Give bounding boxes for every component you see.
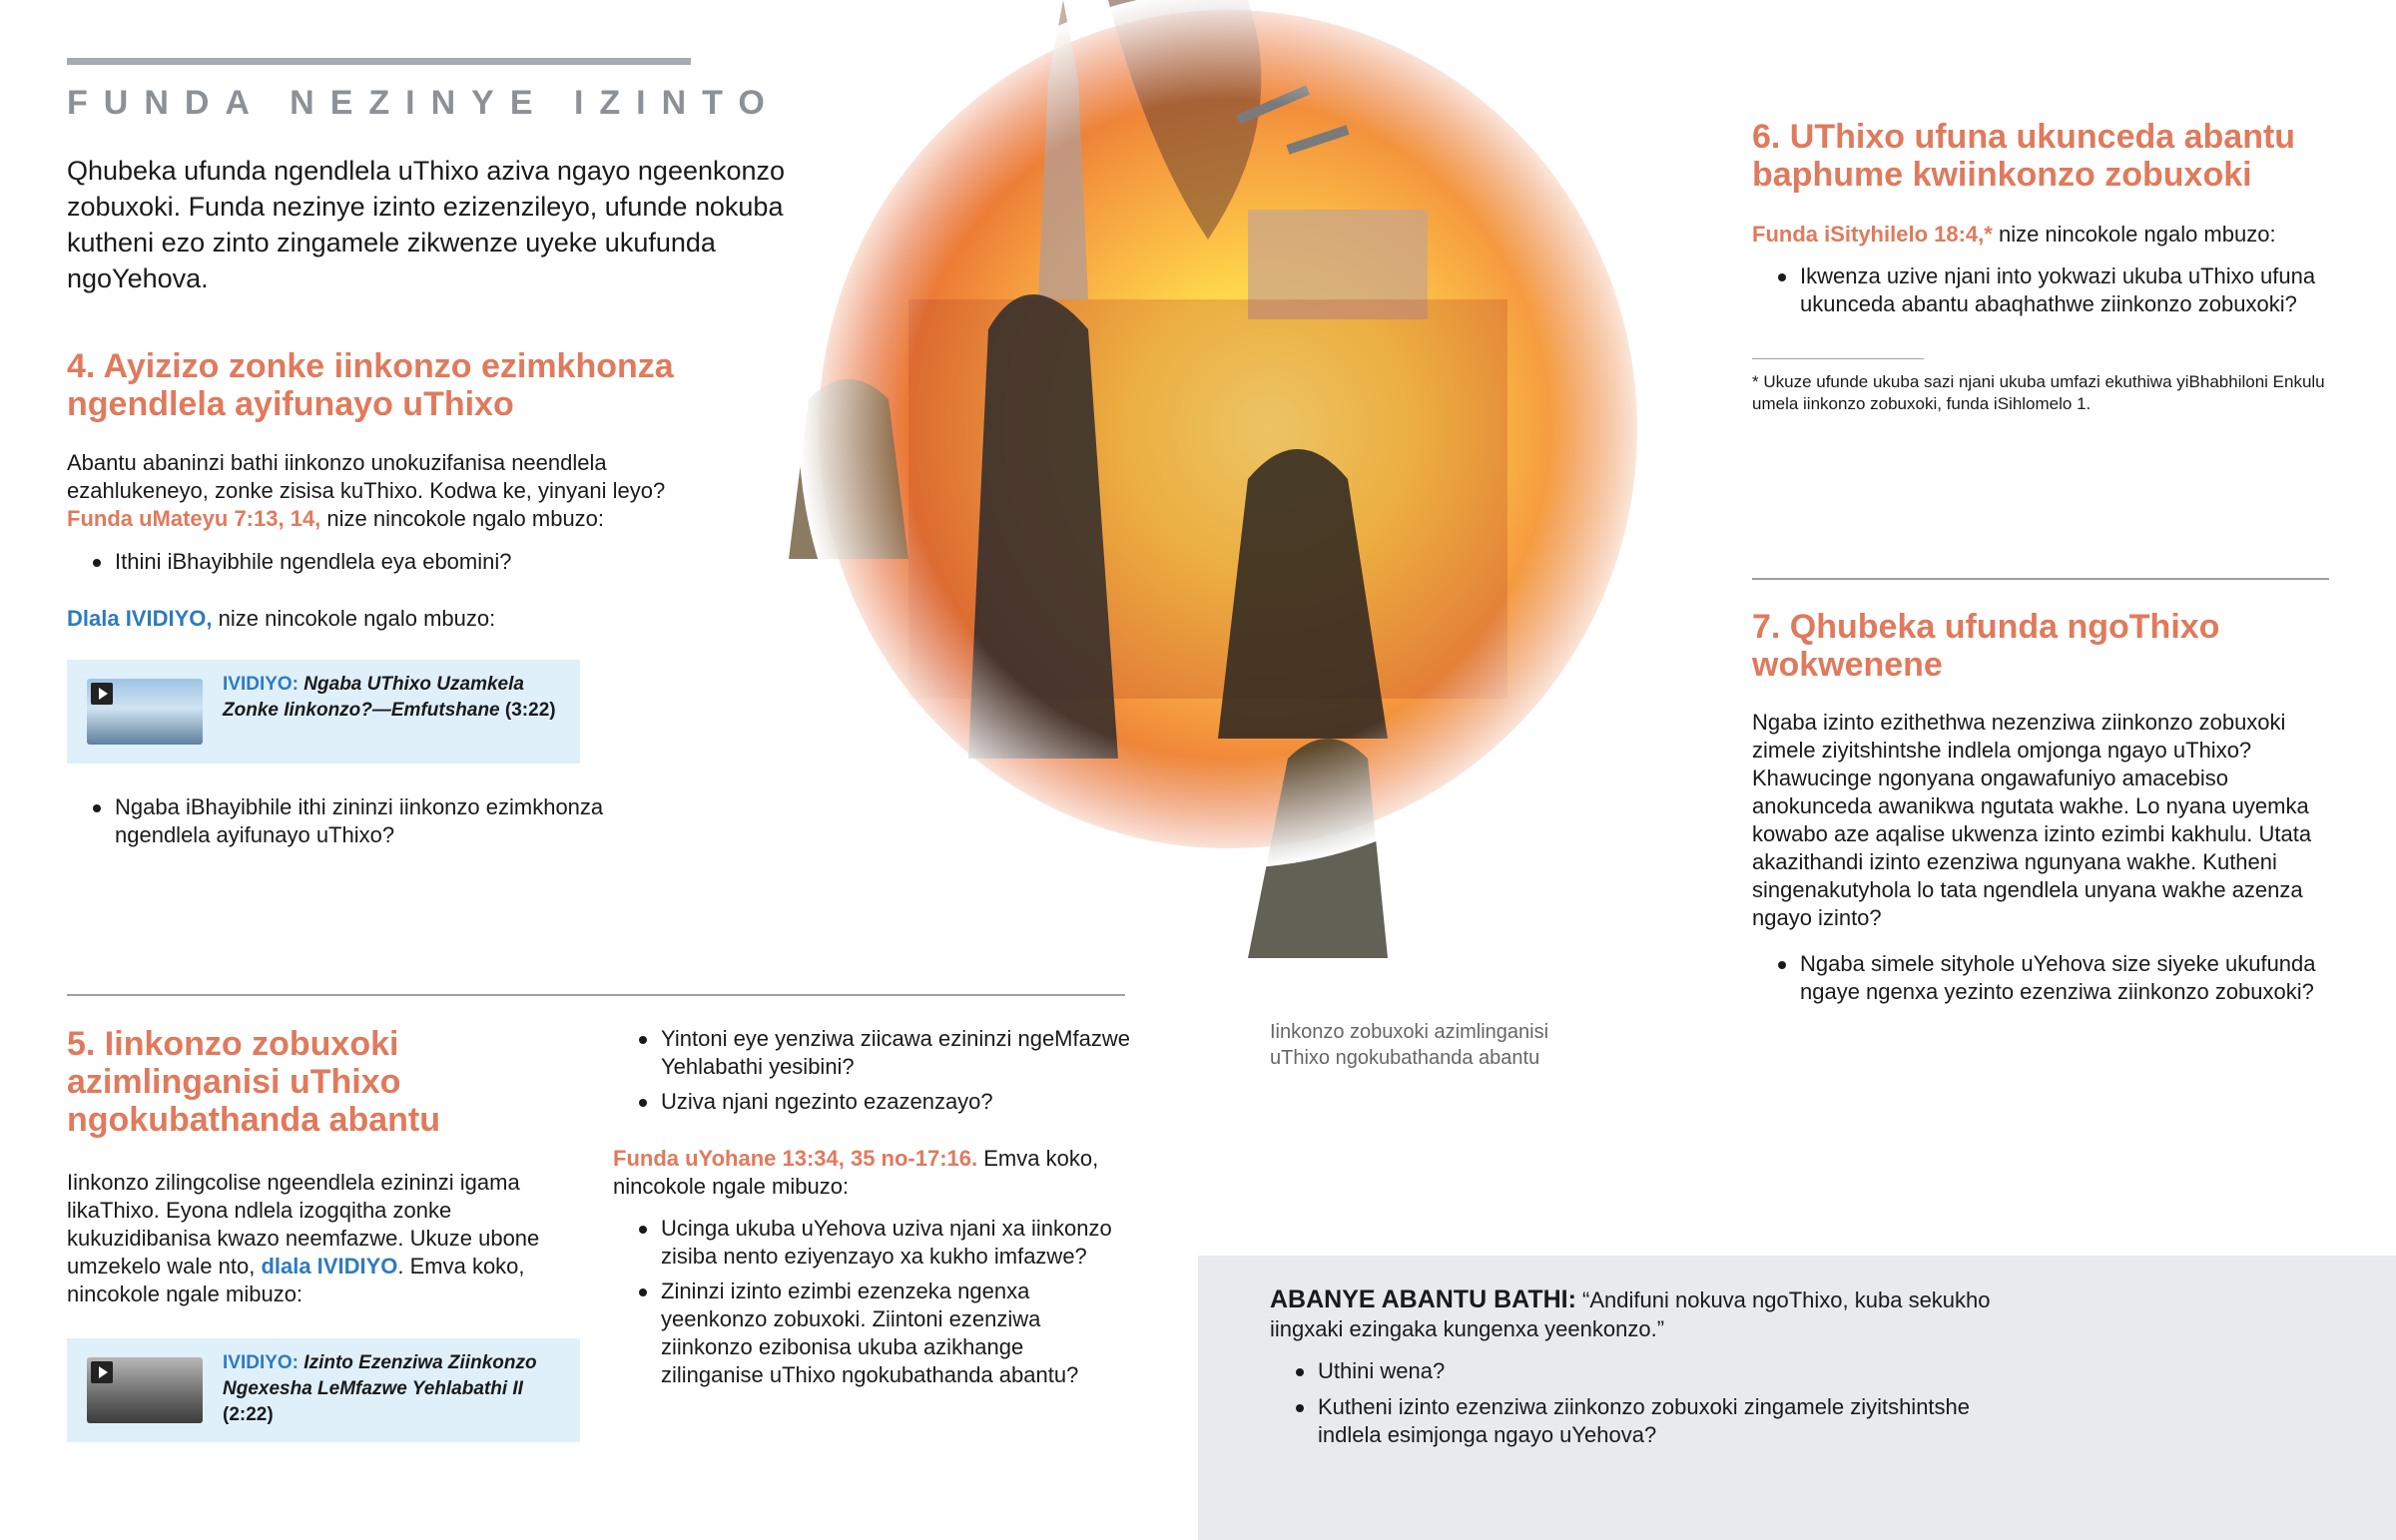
s7-heading: 7. Qhubeka ufunda ngoThixo wokwenene — [1752, 608, 2220, 684]
s6-question-1: Ikwenza uzive njani into yokwazi ukuba uThixo ufuna ukunceda abantu abaqhathwe ziinkonzo zobuxoki? — [1752, 262, 2331, 318]
s4-read-reference[interactable]: Funda uMateyu 7:13, 14, — [67, 506, 321, 531]
s4-play-instruction: nize nincokole ngalo mbuzo: — [212, 606, 496, 631]
objection-text: “Andifuni nokuva ngoThixo, kuba sekukho iingxaki ezingaka kungenxa yeenkonzo.” — [1270, 1287, 1991, 1341]
s5-question-3: Ucinga ukuba uYehova uziva njani xa iinkonzo zisiba nento eziyenzayo xa kukho imfazwe? — [613, 1215, 1132, 1271]
footnote-rule — [1752, 358, 1924, 359]
s5-video-label: IVIDIYO: — [223, 1352, 300, 1373]
objection-question-1: Uthini wena? — [1270, 1357, 2029, 1385]
s4-video-thumbnail[interactable] — [87, 679, 203, 745]
section-divider-7 — [1752, 578, 2329, 580]
s4-video-card[interactable] — [67, 660, 580, 764]
s6-read-instruction: nize nincokole ngalo mbuzo: — [1992, 222, 2276, 247]
s5-video-thumbnail[interactable] — [87, 1357, 203, 1423]
s5-video-card[interactable] — [67, 1338, 580, 1442]
play-icon[interactable] — [91, 683, 113, 705]
s4-play-video-link[interactable]: Dlala IVIDIYO, — [67, 606, 213, 631]
illustration-vignette — [799, 0, 1657, 868]
s5-read-reference[interactable]: Funda uYohane 13:34, 35 no-17:16. — [613, 1146, 978, 1171]
s6-read-reference[interactable]: Funda iSityhilelo 18:4,* — [1752, 222, 1993, 247]
section-kicker: FUNDA NEZINYE IZINTO — [67, 84, 781, 122]
s5-question-4: Zininzi izinto ezimbi ezenzeka ngenxa yeenkonzo zobuxoki. Ziintoni ezenziwa ziinkonzo ezibonisa ukuba azikhange zilinganise uThixo ngokubathanda abantu? — [613, 1278, 1132, 1389]
s5-questions-a — [613, 1025, 1132, 1116]
s7-paragraph: Ngaba izinto ezithethwa nezenziwa ziinkonzo zobuxoki zimele ziyitshintshe indlela omjonga ngayo uThixo? Khawucinge ngonyana ongawafuniyo amacebiso anokunceda awanikwa ngutata wakhe. Lo nyana uyemka kowabo aze aqalise ukwenza izinto ezimbi kakhulu. Utata akazithandi izinto ezenziwa ngunyana wakhe. Kutheni singenakutyhola lo tata ngendlela unyana wakhe azenza ngayo izinto? — [1752, 710, 2312, 930]
s4-video-label: IVIDIYO: — [223, 674, 300, 695]
play-icon[interactable] — [91, 1361, 113, 1383]
s5-paragraph — [67, 1169, 576, 1308]
s5-questions-b — [613, 1215, 1132, 1389]
objection-quote — [1270, 1285, 2049, 1343]
s5-video-title: Izinto Ezenziwa Ziinkonzo Ngexesha LeMfazwe Yehlabathi II — [223, 1352, 537, 1399]
s5-video-duration: (2:22) — [223, 1404, 274, 1425]
s4-question-2: Ngaba iBhayibhile ithi zininzi iinkonzo ezimkhonza ngendlela ayifunayo uThixo? — [67, 793, 666, 849]
s4-play-line — [67, 605, 706, 633]
s4-video-duration: (3:22) — [499, 700, 556, 721]
s5-question-2: Uziva njani ngezinto ezazenzayo? — [613, 1088, 1132, 1116]
s5-play-video-link[interactable]: dlala IVIDIYO — [261, 1254, 398, 1279]
s6-footnote: * Ukuze ufunde ukuba sazi njani ukuba umfazi ekuthiwa yiBhabhiloni Enkulu umela iinkonzo zobuxoki, funda iSihlomelo 1. — [1752, 372, 2325, 413]
s5-question-1: Yintoni eye yenziwa ziicawa ezininzi ngeMfazwe Yehlabathi yesibini? — [613, 1025, 1132, 1081]
s4-heading: 4. Ayizizo zonke iinkonzo ezimkhonza ngendlela ayifunayo uThixo — [67, 347, 674, 423]
s4-paragraph: Abantu abaninzi bathi iinkonzo unokuzifanisa neendlela ezahlukeneyo, zonke zisisa kuThixo. Kodwa ke, yinyani leyo? — [67, 450, 666, 503]
s5-read-line — [613, 1145, 1132, 1201]
s5-heading: 5. Iinkonzo zobuxoki azimlinganisi uThixo ngokubathanda abantu — [67, 1025, 440, 1139]
objection-questions — [1270, 1357, 2029, 1449]
s4-questions-a — [67, 548, 706, 576]
s4-question-1: Ithini iBhayibhile ngendlela eya ebomini? — [67, 548, 706, 576]
s6-questions — [1752, 262, 2331, 318]
s4-read-instruction: nize nincokole ngalo mbuzo: — [320, 506, 605, 531]
s4-video-text[interactable] — [223, 672, 562, 724]
religion-war-illustration — [689, 0, 1717, 998]
objection-question-2: Kutheni izinto ezenziwa ziinkonzo zobuxoki zingamele ziyitshintshe indlela esimjonga ngayo uYehova? — [1270, 1393, 2029, 1449]
objection-label: ABANYE ABANTU BATHI: — [1270, 1285, 1576, 1313]
s5-video-text[interactable] — [223, 1350, 552, 1428]
illustration-caption: Iinkonzo zobuxoki azimlinganisi uThixo ngokubathanda abantu — [1270, 1021, 1549, 1069]
s5-read-instruction: Emva koko, nincokole ngale mibuzo: — [613, 1146, 1099, 1199]
s4-video-title: Ngaba UThixo Uzamkela Zonke Iinkonzo?—Emfutshane — [223, 674, 524, 721]
s6-heading: 6. UThixo ufuna ukunceda abantu baphume kwiinkonzo zobuxoki — [1752, 118, 2296, 194]
intro-paragraph: Qhubeka ufunda ngendlela uThixo aziva ngayo ngeenkonzo zobuxoki. Funda nezinye izinto ezizenzileyo, ufunde nokuba kutheni ezo zinto zingamele zikwenze uyeke ukufunda ngoYehova. — [67, 156, 786, 293]
s4-body — [67, 449, 706, 533]
s7-question-1: Ngaba simele sityhole uYehova size siyeke ukufunda ngaye ngenxa yezinto ezenziwa ziinkonzo zobuxoki? — [1752, 950, 2331, 1006]
s5-paragraph-b: . Emva koko, nincokole ngale mibuzo: — [67, 1254, 525, 1306]
s5-paragraph-a: Iinkonzo zilingcolise ngeendlela ezininzi igama likaThixo. Eyona ndlela izogqitha zonke kukuzidibanisa kwazo neemfazwe. Ukuze ubone umzekelo wale nto, — [67, 1170, 540, 1279]
s7-questions — [1752, 950, 2331, 1006]
top-rule — [67, 58, 691, 65]
s4-questions-b — [67, 793, 666, 849]
s6-read-line — [1752, 221, 2351, 249]
